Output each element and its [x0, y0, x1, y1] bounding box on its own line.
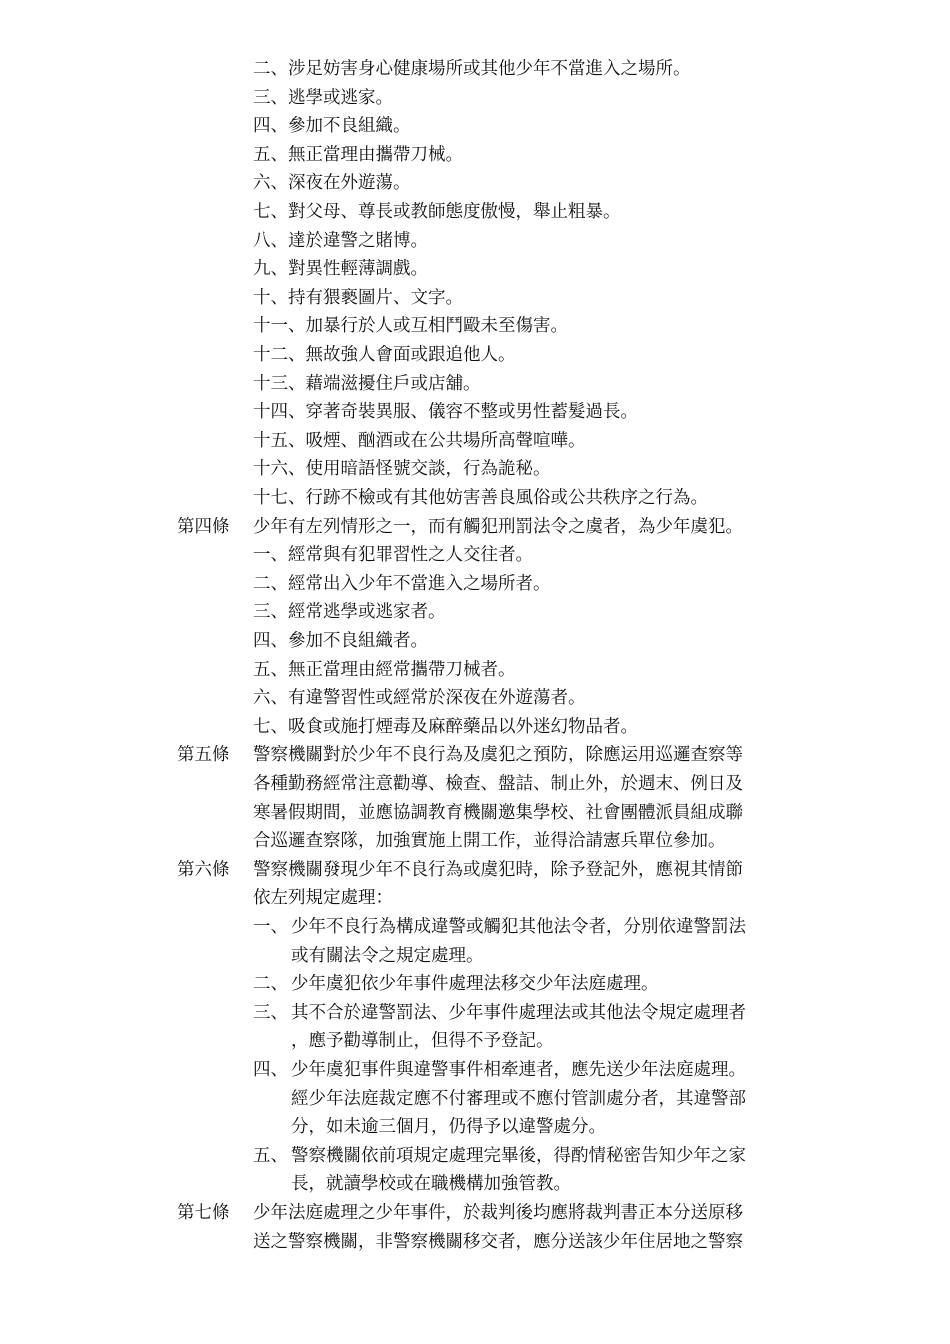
list-item: 九、對異性輕薄調戲。	[253, 259, 428, 280]
sub-item-text-line: 分，如未逾三個月，仍得予以違警處分。	[291, 1117, 606, 1138]
article-text-line: 依左列規定處理：	[253, 888, 393, 909]
sub-item-text-line: 少年不良行為構成違警或觸犯其他法令者，分別依違警罰法	[291, 917, 746, 937]
list-item: 十七、行跡不檢或有其他妨害善良風俗或公共秩序之行為。	[253, 488, 708, 508]
article-text-line: 寒暑假期間，並應協調教育機關邀集學校、社會團體派員組成聯	[253, 802, 743, 823]
sub-item-number: 五、	[253, 1145, 288, 1166]
list-item: 六、有違警習性或經常於深夜在外遊蕩者。	[253, 688, 586, 709]
article-text-line: 少年法庭處理之少年事件，於裁判後均應將裁判書正本分送原移	[253, 1203, 743, 1223]
sub-item-number: 一、	[253, 917, 288, 937]
sub-item-number: 二、	[253, 974, 288, 995]
article-label: 第六條	[177, 859, 230, 880]
sub-item-text-line: ，應予勸導制止，但得不予登記。	[291, 1031, 554, 1052]
list-item: 八、達於違警之賭博。	[253, 230, 428, 251]
article-text-line: 合巡邏查察隊，加強實施上開工作，並得洽請憲兵單位參加。	[253, 831, 726, 852]
sub-item-text-line: 長，就讀學校或在職機構加強管教。	[291, 1174, 571, 1195]
sub-item-text-line: 警察機關依前項規定處理完畢後，得酌情秘密告知少年之家	[291, 1145, 746, 1166]
list-item: 四、參加不良組織者。	[253, 631, 428, 651]
list-item: 十六、使用暗語怪號交談，行為詭秘。	[253, 459, 551, 480]
list-item: 五、無正當理由經常攜帶刀械者。	[253, 659, 516, 680]
article-text-line: 送之警察機關，非警察機關移交者，應分送該少年住居地之警察	[253, 1231, 743, 1252]
list-item: 十四、穿著奇裝異服、儀容不整或男性蓄髮過長。	[253, 402, 638, 423]
sub-item-text-line: 經少年法庭裁定應不付審理或不應付管訓處分者，其違警部	[291, 1088, 746, 1109]
list-item: 十二、無故強人會面或跟追他人。	[253, 345, 516, 365]
list-item: 十一、加暴行於人或互相鬥毆未至傷害。	[253, 316, 568, 337]
list-item: 六、深夜在外遊蕩。	[253, 173, 411, 194]
article-text-line: 各種勤務經常注意勸導、檢查、盤詰、制止外，於週末、例日及	[253, 774, 743, 794]
list-item: 七、吸食或施打煙毒及麻醉藥品以外迷幻物品者。	[253, 716, 638, 737]
list-item: 三、逃學或逃家。	[253, 87, 393, 108]
sub-item-text-line: 或有關法令之規定處理。	[291, 945, 484, 966]
list-item: 五、無正當理由攜帶刀械。	[253, 144, 463, 165]
list-item: 十、持有猥褻圖片、文字。	[253, 287, 463, 308]
list-item: 二、涉足妨害身心健康場所或其他少年不當進入之場所。	[253, 59, 691, 79]
list-item: 四、參加不良組織。	[253, 116, 411, 137]
list-item: 七、對父母、尊長或教師態度傲慢，舉止粗暴。	[253, 202, 621, 222]
sub-item-number: 四、	[253, 1060, 288, 1080]
article-text: 少年有左列情形之一，而有觸犯刑罰法令之虞者，為少年虞犯。	[253, 516, 743, 537]
article-label: 第五條	[177, 745, 230, 766]
list-item: 二、經常出入少年不當進入之場所者。	[253, 573, 551, 594]
sub-item-text-line: 少年虞犯依少年事件處理法移交少年法庭處理。	[291, 974, 659, 995]
article-label: 第七條	[177, 1203, 230, 1223]
article-text-line: 警察機關對於少年不良行為及虞犯之預防，除應运用巡邏查察等	[253, 745, 743, 766]
list-item: 十五、吸煙、酗酒或在公共場所高聲喧嘩。	[253, 430, 586, 451]
sub-item-number: 三、	[253, 1002, 288, 1023]
article-label: 第四條	[177, 516, 230, 537]
sub-item-text-line: 其不合於違警罰法、少年事件處理法或其他法令規定處理者	[291, 1002, 746, 1023]
list-item: 三、經常逃學或逃家者。	[253, 602, 446, 623]
list-item: 一、經常與有犯罪習性之人交往者。	[253, 545, 533, 566]
sub-item-text-line: 少年虞犯事件與違警事件相牽連者，應先送少年法庭處理。	[291, 1060, 746, 1080]
list-item: 十三、藉端滋擾住戶或店舖。	[253, 373, 481, 394]
article-text-line: 警察機關發現少年不良行為或虞犯時，除予登記外，應視其情節	[253, 859, 743, 880]
